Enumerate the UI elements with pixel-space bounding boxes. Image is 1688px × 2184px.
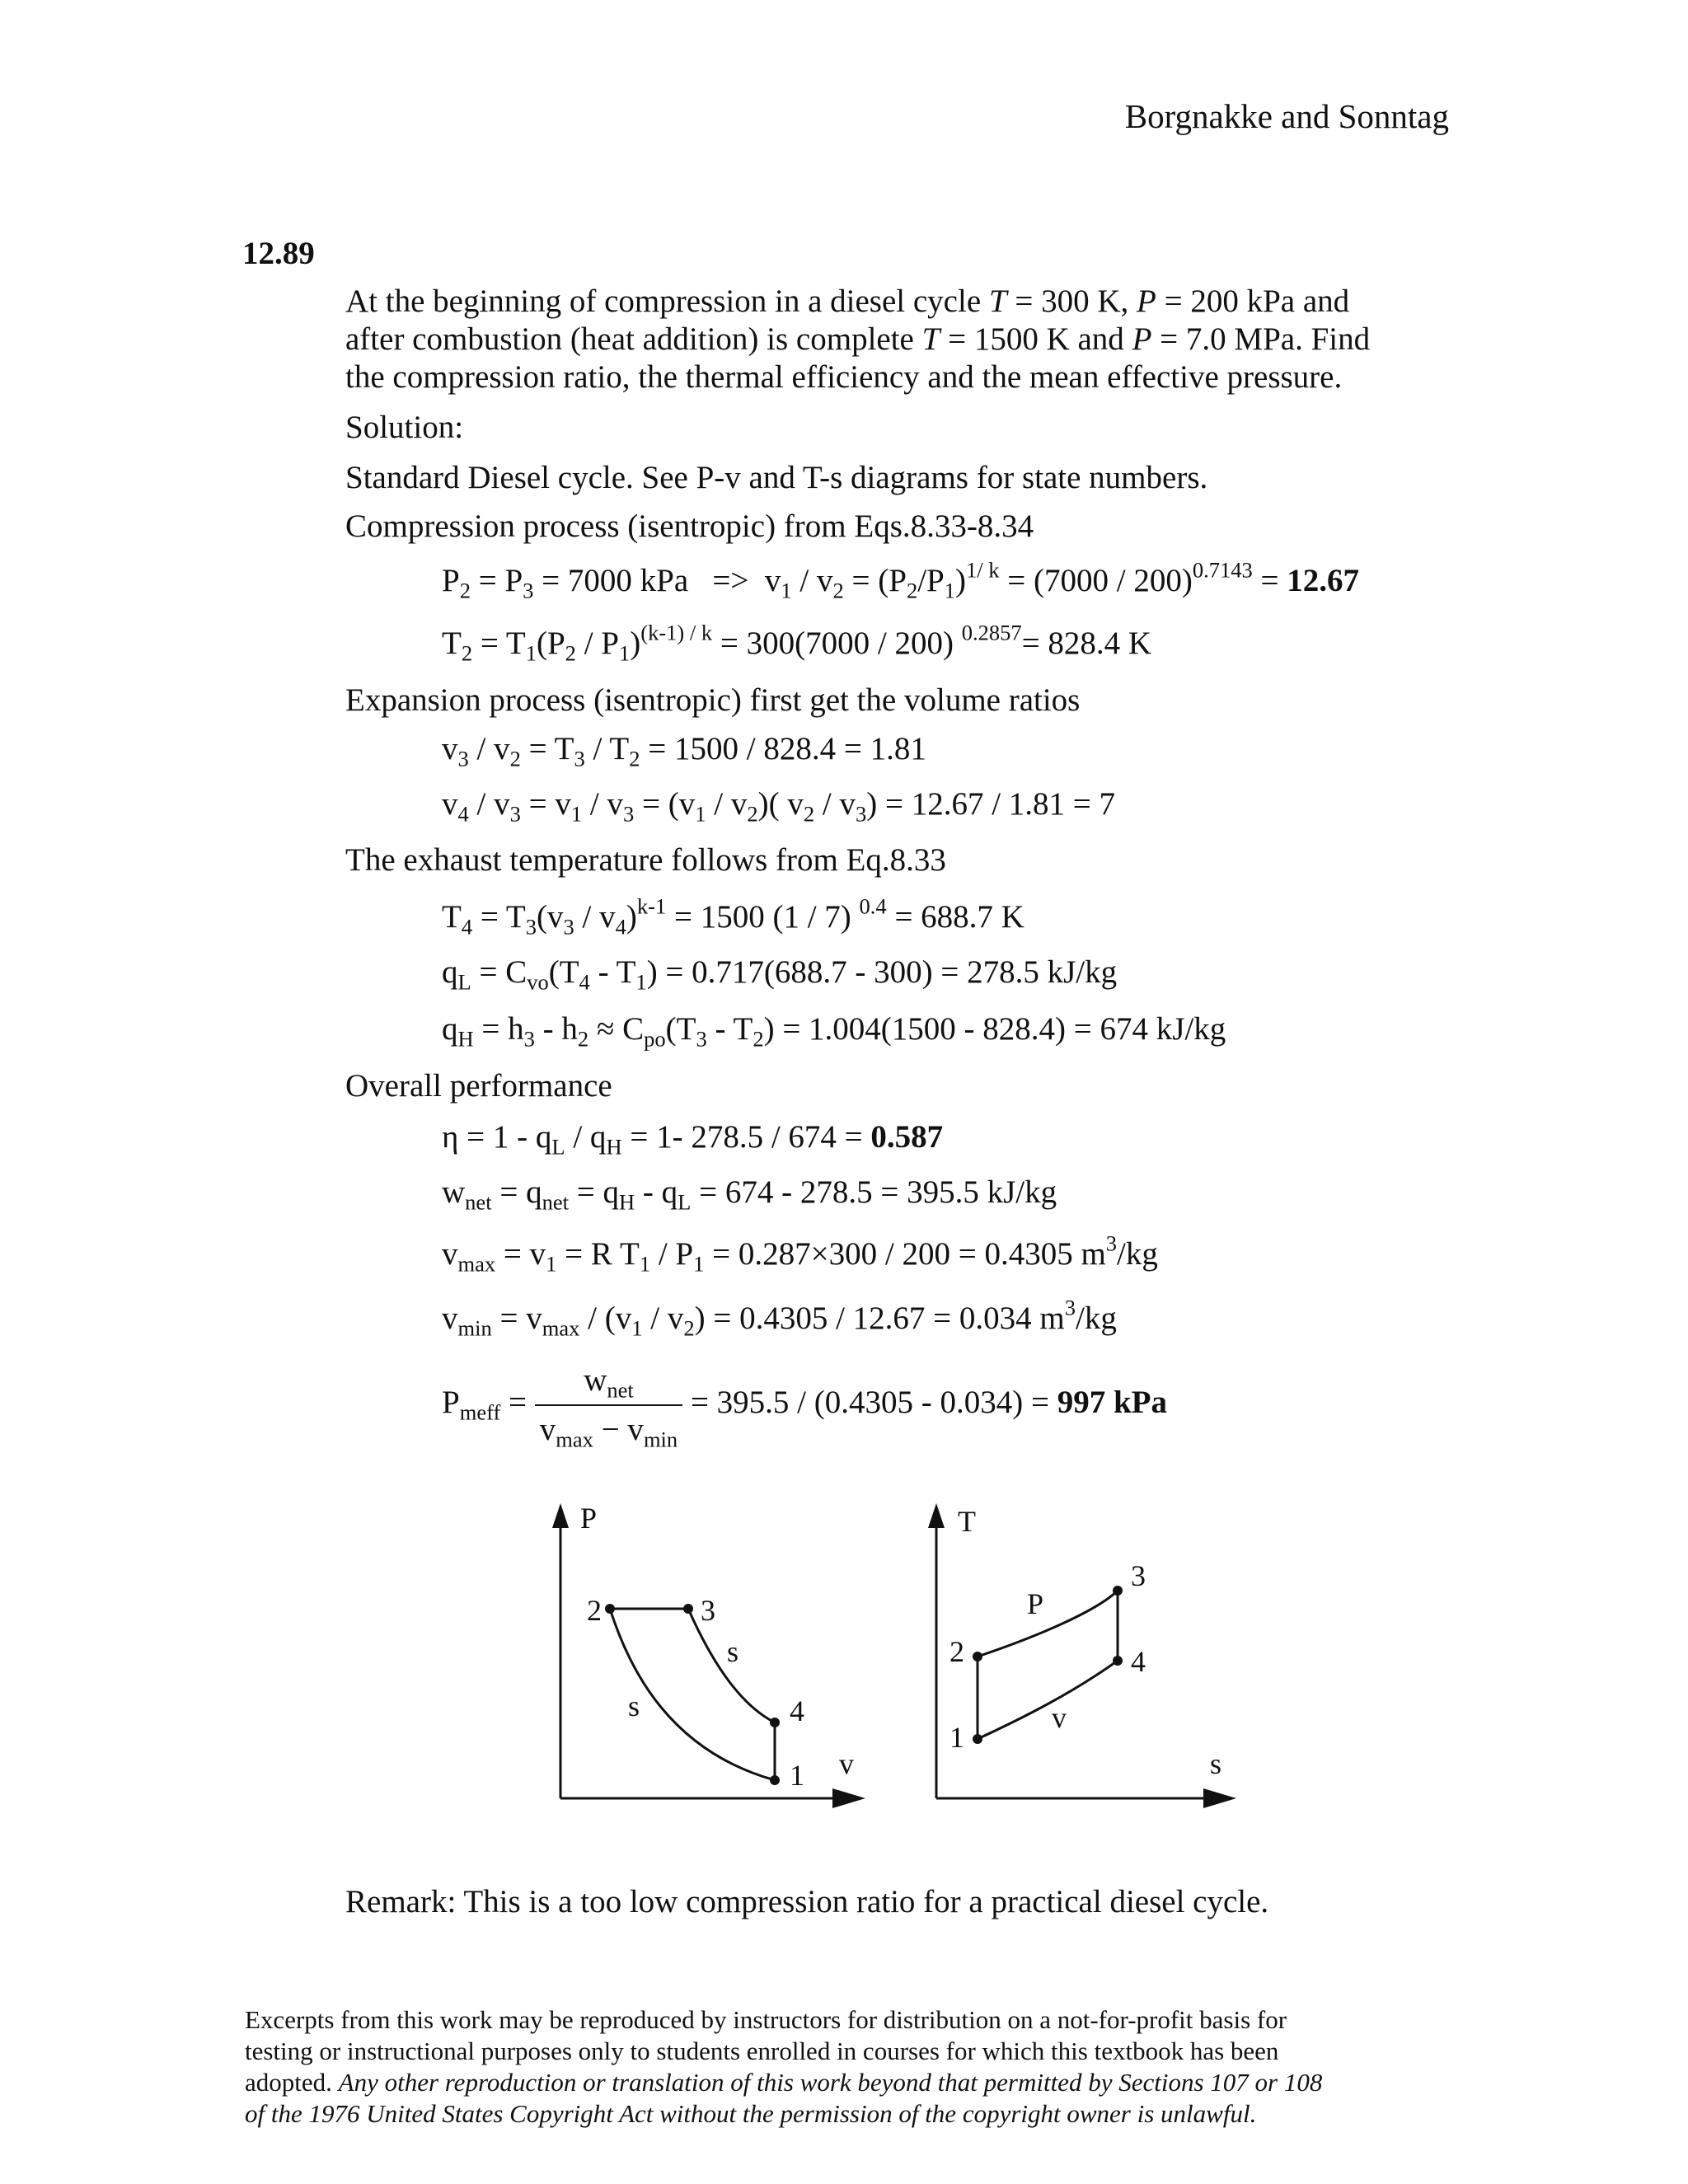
equation-wnet: $w_{net} = q_{net} = q_H - q_L = 674 - 278.5 = 395.5$ kJ/kg <box>442 1174 1057 1215</box>
result-compression-ratio: 12.67 <box>1287 563 1360 598</box>
equation-qH: $q_H = h_3 - h_2 \approx C_{po}(T_3 - T_2) = 1.004(1500 - 828.4) = 674$ kJ/kg <box>442 1011 1226 1052</box>
equation-v3-v2: $v_3 / v_2 = T_3 / T_2 = 1500 / 828.4 = 1.81$ <box>442 731 926 771</box>
problem-statement-line-2: after combustion (heat addition) is complete T = 1500 K and P = 7.0 MPa. Find <box>345 321 1371 357</box>
footer-line-3: adopted. Any other reproduction or translation of this work beyond that permitted by Sections 107 or 108 <box>245 2068 1323 2097</box>
ts-state-label-3: 3 <box>1131 1559 1146 1592</box>
ts-state-point-4 <box>1113 1656 1123 1666</box>
ts-t-axis-arrow <box>928 1503 945 1528</box>
ts-process-label-constant-p: P <box>1027 1587 1044 1620</box>
equation-v4-v3: $v_4 / v_3 = v_1 / v_3 = (v_1 / v_2)$( $v_2 / v_3) = 12.67 / 1.81 = 7$ <box>442 786 1116 827</box>
pv-process-label-expansion: s <box>727 1635 739 1668</box>
ts-state-point-1 <box>973 1734 982 1744</box>
pv-state-point-2 <box>605 1604 615 1614</box>
compression-heading: Compression process (isentropic) from Eqs.8.33-8.34 <box>345 509 1034 544</box>
footer-line-1: Excerpts from this work may be reproduced by instructors for distribution on a not-for-profit basis for <box>245 2005 1287 2034</box>
pv-p-axis-label: P <box>580 1502 598 1535</box>
equation-compression-ratio: $P_2 = P_3 = 7000$ kPa => $v_1 / v_2 = (P_2/P_1)^{1/ k} = (7000 / 200)^{0.7143} = 12.67$ <box>442 557 1360 603</box>
ts-state-label-1: 1 <box>950 1721 964 1754</box>
expansion-heading: Expansion process (isentropic) first get the volume ratios <box>345 682 1081 718</box>
ts-process-label-constant-v: v <box>1052 1701 1067 1734</box>
ts-t-axis-label: T <box>958 1505 976 1538</box>
ts-process-2-3 <box>978 1591 1118 1657</box>
pv-state-label-1: 1 <box>790 1759 804 1792</box>
remark: Remark: This is a too low compression ratio for a practical diesel cycle. <box>345 1884 1269 1919</box>
pv-state-label-2: 2 <box>587 1594 602 1627</box>
equation-qL: $q_L = C_{vo}(T_4 - T_1) = 0.717(688.7 - 300) = 278.5$ kJ/kg <box>442 954 1118 995</box>
pv-v-axis-arrow <box>832 1788 865 1808</box>
cycle-note: Standard Diesel cycle. See P-v and T-s diagrams for state numbers. <box>345 460 1208 495</box>
pv-process-label-compression: s <box>628 1690 640 1722</box>
footer-line-2: testing or instructional purposes only to students enrolled in courses for which this textbook has been <box>245 2036 1279 2065</box>
equation-t2: $T_2 = T_1(P_2 / P_1)^{(k-1) / k} = 300(7000 / 200)$ $^{0.2857}$= 828.4 K <box>442 620 1152 666</box>
equation-pmeff: $P_{meff}$ = $\frac{w_{net}}{v_{max} - v_{min}}$ = 395.5 / (0.4305 - 0.034) = 997 kPa <box>442 1360 1167 1451</box>
pv-p-axis-arrow <box>552 1503 569 1528</box>
equation-vmin: $v_{min} = v_{max} / (v_1 / v_2) = 0.4305 / 12.67 = 0.034$ $m^3/kg$ <box>442 1295 1117 1341</box>
ts-process-4-1 <box>978 1661 1118 1739</box>
overall-heading: Overall performance <box>345 1068 612 1104</box>
pv-state-label-3: 3 <box>701 1594 715 1627</box>
solution-label: Solution: <box>345 410 464 445</box>
ts-state-point-2 <box>973 1652 982 1661</box>
equation-efficiency: $\eta = 1 - q_L / q_H = 1-$ 278.5 / 674 = 0.587 <box>442 1119 944 1160</box>
pv-state-point-3 <box>683 1604 693 1614</box>
fraction-wnet-over-volume: $\frac{w_{net}}{v_{max} - v_{min}}$ <box>535 1360 682 1451</box>
ts-state-point-3 <box>1113 1586 1123 1596</box>
ts-state-label-4: 4 <box>1131 1645 1146 1678</box>
result-efficiency: 0.587 <box>870 1119 944 1155</box>
equation-t4: $T_4 = T_3(v_3 / v_4)^{k-1} = 1500$ (1 / 7) $^{0.4}$ = 688.7 K <box>442 893 1025 940</box>
ts-s-axis-label: s <box>1210 1747 1222 1780</box>
ts-state-label-2: 2 <box>950 1635 964 1668</box>
pv-v-axis-label: v <box>839 1747 854 1780</box>
problem-statement-line-3: the compression ratio, the thermal efficiency and the mean effective pressure. <box>345 359 1343 395</box>
ts-diagram <box>907 1500 1253 1821</box>
result-mean-effective-pressure: 997 kPa <box>1057 1384 1167 1420</box>
pv-diagram <box>528 1500 890 1821</box>
pv-state-point-1 <box>770 1775 780 1785</box>
equation-vmax: $v_{max} = v_1 = R$ $T_1 / P_1 = 0.287\times 300 / 200 = 0.4305$ $m^3/kg$ <box>442 1230 1158 1277</box>
pv-state-label-4: 4 <box>790 1694 804 1727</box>
footer-line-4: of the 1976 United States Copyright Act without the permission of the copyright owner is unlawful. <box>245 2099 1257 2128</box>
exhaust-heading: The exhaust temperature follows from Eq.8.33 <box>345 842 946 878</box>
page-header-authors: Borgnakke and Sonntag <box>1124 97 1449 135</box>
ts-s-axis-arrow <box>1203 1788 1236 1808</box>
problem-number: 12.89 <box>242 236 315 271</box>
pv-state-point-4 <box>770 1718 780 1727</box>
problem-statement-line-1: At the beginning of compression in a diesel cycle T = 300 K, P = 200 kPa and <box>345 284 1350 319</box>
